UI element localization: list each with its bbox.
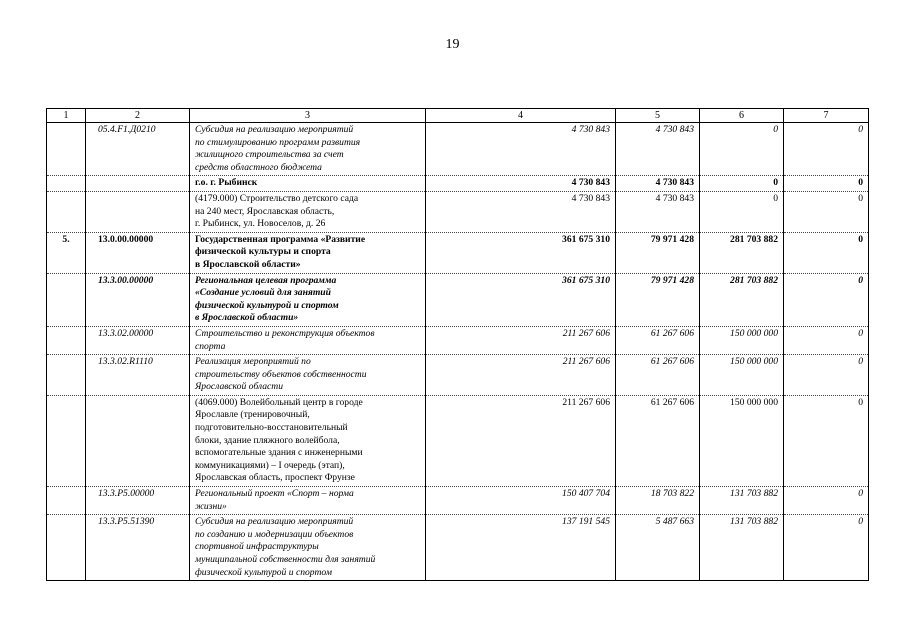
row-number-cell <box>47 326 86 354</box>
row-number-cell <box>47 395 86 486</box>
row-number-cell <box>47 123 86 176</box>
name-line: по стимулированию программ развития <box>195 136 361 148</box>
name-line: Региональный проект «Спорт – норма <box>195 488 354 500</box>
name-line: жилищного строительства за счет <box>195 149 344 161</box>
name-line: спорта <box>195 340 226 352</box>
row-number-cell: 5. <box>47 232 86 273</box>
name-cell <box>190 515 426 581</box>
name-line: вспомогательные здания с инженерными <box>195 447 363 459</box>
amount-col5-cell: 79 971 428 <box>616 273 700 326</box>
row-number-cell <box>47 487 86 515</box>
amount-col6-cell: 131 703 882 <box>700 487 784 515</box>
name-line: Ярославле (тренировочный, <box>195 409 310 421</box>
amount-col7-cell: 0 <box>784 273 869 326</box>
name-line: (4069.000) Волейбольный центр в городе <box>195 396 363 408</box>
column-header: 1 <box>47 109 86 123</box>
amount-col6-cell: 281 703 882 <box>700 232 784 273</box>
code-cell: 13.0.00.00000 <box>86 232 190 273</box>
row-number-cell <box>47 176 86 192</box>
amount-col7-cell: 0 <box>784 326 869 354</box>
amount-col7-cell: 0 <box>784 123 869 176</box>
amount-col7-cell: 0 <box>784 176 869 192</box>
name-line: Субсидия на реализацию мероприятий <box>195 516 354 528</box>
name-line: коммуникациями) – I очередь (этап), <box>195 459 345 471</box>
name-line: строительству объектов собственности <box>195 368 367 380</box>
name-cell <box>190 273 426 326</box>
row-number-cell <box>47 191 86 232</box>
amount-col6-cell: 0 <box>700 191 784 232</box>
code-cell: 13.3.00.00000 <box>86 273 190 326</box>
name-line: спортивной инфраструктуры <box>195 541 319 553</box>
column-header: 2 <box>86 109 190 123</box>
code-cell: 13.3.02.00000 <box>86 326 190 354</box>
amount-col6-cell: 0 <box>700 176 784 192</box>
name-line: муниципальной собственности для занятий <box>195 554 376 565</box>
amount-col6-cell: 0 <box>700 123 784 176</box>
amount-col5-cell: 18 703 822 <box>616 487 700 515</box>
budget-table <box>46 108 869 581</box>
table-row <box>47 395 869 486</box>
amount-col5-cell: 61 267 606 <box>616 355 700 396</box>
table-header-row <box>47 109 869 123</box>
code-cell: 13.3.02.R1110 <box>86 355 190 396</box>
amount-col7-cell: 0 <box>784 355 869 396</box>
table-row <box>47 123 869 176</box>
column-header: 4 <box>426 109 616 123</box>
amount-col5-cell: 61 267 606 <box>616 326 700 354</box>
amount-total-cell: 4 730 843 <box>426 123 616 176</box>
name-cell <box>190 487 426 515</box>
row-number-cell <box>47 355 86 396</box>
row-number-cell <box>47 273 86 326</box>
amount-total-cell: 211 267 606 <box>426 395 616 486</box>
name-line: Реализация мероприятий по <box>195 356 311 368</box>
amount-col5-cell: 79 971 428 <box>616 232 700 273</box>
amount-col7-cell: 0 <box>784 395 869 486</box>
amount-col6-cell: 131 703 882 <box>700 515 784 581</box>
code-cell: 13.3.P5.00000 <box>86 487 190 515</box>
amount-total-cell: 4 730 843 <box>426 176 616 192</box>
column-header: 6 <box>700 109 784 123</box>
code-cell: 13.3.P5.51390 <box>86 515 190 581</box>
table-row <box>47 191 869 232</box>
code-cell <box>86 191 190 232</box>
amount-col7-cell: 0 <box>784 191 869 232</box>
name-cell <box>190 355 426 396</box>
amount-total-cell: 4 730 843 <box>426 191 616 232</box>
name-cell <box>190 326 426 354</box>
amount-col6-cell: 150 000 000 <box>700 355 784 396</box>
name-line: Государственная программа «Развитие <box>195 233 366 245</box>
name-line: на 240 мест, Ярославская область, <box>195 205 335 217</box>
table-row <box>47 176 869 192</box>
name-line: Региональная целевая программа <box>195 274 337 286</box>
amount-total-cell: 361 675 310 <box>426 273 616 326</box>
amount-col6-cell: 150 000 000 <box>700 326 784 354</box>
amount-col5-cell: 5 487 663 <box>616 515 700 581</box>
table-row <box>47 273 869 326</box>
name-cell <box>190 123 426 176</box>
name-cell <box>190 395 426 486</box>
table-row <box>47 487 869 515</box>
name-line: Ярославская область, проспект Фрунзе <box>195 472 355 484</box>
row-number-cell <box>47 515 86 581</box>
name-line: блоки, здание пляжного волейбола, <box>195 434 340 446</box>
code-cell <box>86 395 190 486</box>
name-line: Ярославской области <box>195 381 284 393</box>
amount-total-cell: 211 267 606 <box>426 355 616 396</box>
column-header: 5 <box>616 109 700 123</box>
amount-col7-cell: 0 <box>784 487 869 515</box>
amount-col6-cell: 150 000 000 <box>700 395 784 486</box>
amount-col5-cell: 4 730 843 <box>616 176 700 192</box>
name-line: в Ярославской области» <box>195 258 301 270</box>
amount-col5-cell: 4 730 843 <box>616 191 700 232</box>
amount-col6-cell: 281 703 882 <box>700 273 784 326</box>
name-line: Субсидия на реализацию мероприятий <box>195 124 354 135</box>
name-line: г.о. г. Рыбинск <box>195 177 258 189</box>
column-header: 3 <box>190 109 426 123</box>
amount-total-cell: 137 191 545 <box>426 515 616 581</box>
name-line: физической культурой и спортом <box>195 566 332 578</box>
name-line: жизни» <box>195 500 227 512</box>
name-line: физической культурой и спортом <box>195 299 339 311</box>
amount-total-cell: 211 267 606 <box>426 326 616 354</box>
amount-col7-cell: 0 <box>784 515 869 581</box>
name-line: по созданию и модернизации объектов <box>195 528 354 540</box>
page-number: 19 <box>445 37 460 52</box>
name-line: подготовительно-восстановительный <box>195 422 348 434</box>
code-cell: 05.4.F1.Д0210 <box>86 123 190 176</box>
table-row <box>47 355 869 396</box>
name-line: г. Рыбинск, ул. Новоселов, д. 26 <box>195 218 326 230</box>
table-row <box>47 515 869 581</box>
name-line: средств областного бюджета <box>195 161 322 173</box>
amount-col5-cell: 61 267 606 <box>616 395 700 486</box>
name-line: (4179.000) Строительство детского сада <box>195 192 359 204</box>
name-line: «Создание условий для занятий <box>195 287 331 299</box>
amount-col5-cell: 4 730 843 <box>616 123 700 176</box>
table-row <box>47 232 869 273</box>
column-header: 7 <box>784 109 869 123</box>
amount-total-cell: 361 675 310 <box>426 232 616 273</box>
name-cell <box>190 176 426 192</box>
name-line: в Ярославской области» <box>195 312 299 324</box>
code-cell <box>86 176 190 192</box>
name-line: физической культуры и спорта <box>195 246 331 258</box>
table-row <box>47 326 869 354</box>
amount-col7-cell: 0 <box>784 232 869 273</box>
name-cell <box>190 191 426 232</box>
name-line: Строительство и реконструкция объектов <box>195 327 375 339</box>
amount-total-cell: 150 407 704 <box>426 487 616 515</box>
name-cell <box>190 232 426 273</box>
